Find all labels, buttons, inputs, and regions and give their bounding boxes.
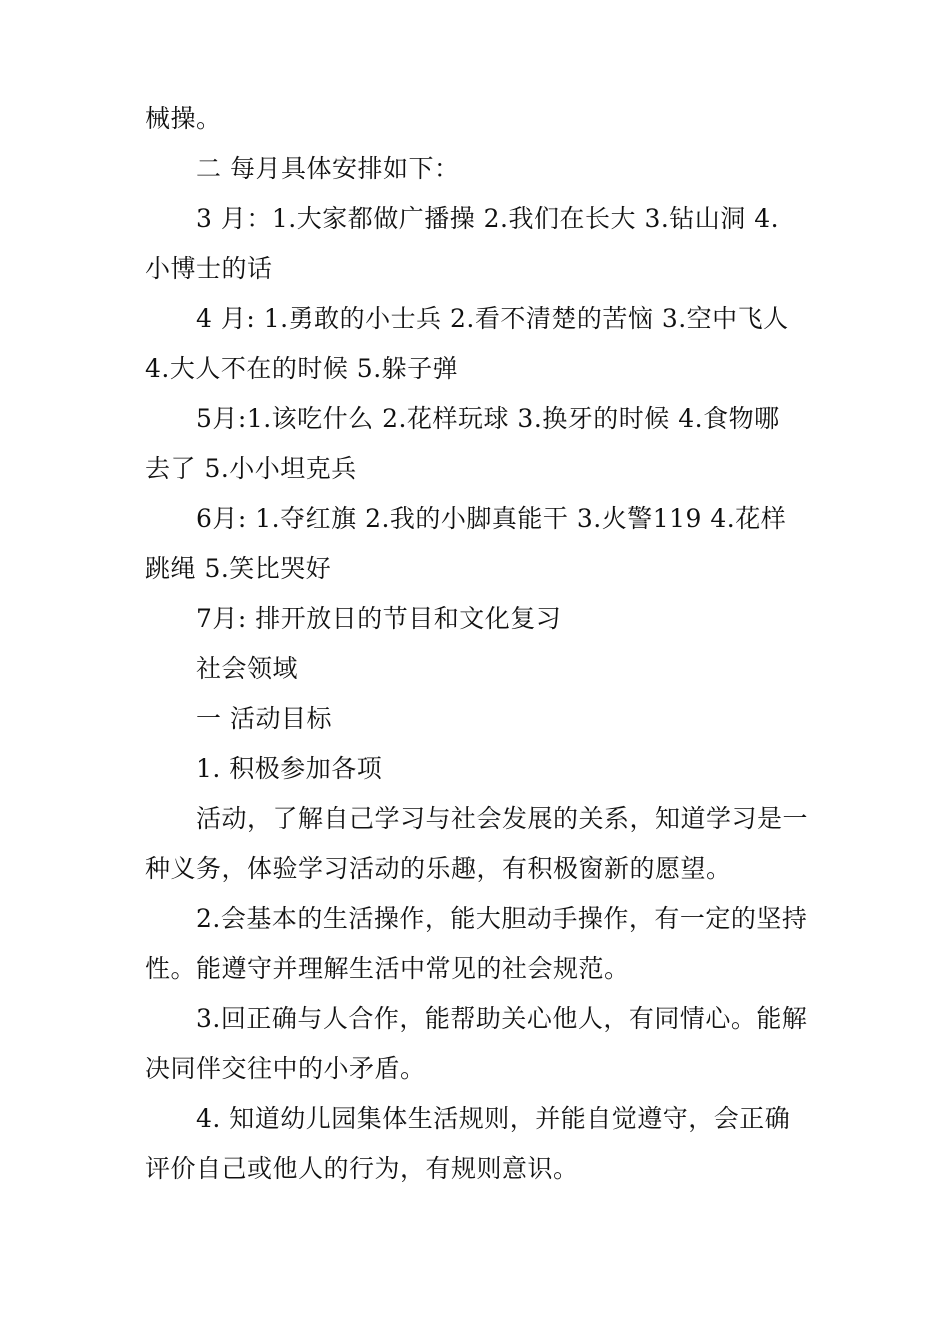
text-line: 5月:1.该吃什么 2.花样玩球 3.换牙的时候 4.食物哪 [196,404,780,433]
text-line: 4. 知道幼儿园集体生活规则，并能自觉遵守，会正确 [196,1104,791,1133]
section-heading: 社会领域 [196,654,299,683]
text-line: 7月: 排开放日的节目和文化复习 [196,604,562,633]
text-line: 评价自己或他人的行为，有规则意识。 [145,1154,579,1183]
text-line: 1. 积极参加各项 [196,754,383,783]
text-line: 决同伴交往中的小矛盾。 [145,1054,426,1083]
text-line: 去了 5.小小坦克兵 [145,454,357,483]
text-line: 械操。 [145,104,222,133]
section-heading: 二 每月具体安排如下： [196,154,460,183]
text-line: 小博士的话 [145,254,273,283]
text-line: 3 月：1.大家都做广播操 2.我们在长大 3.钻山洞 4. [196,204,780,233]
text-line: 种义务，体验学习活动的乐趣，有积极窗新的愿望。 [145,854,732,883]
section-heading: 一 活动目标 [196,704,332,733]
text-line: 2.会基本的生活操作，能大胆动手操作，有一定的坚持 [196,904,808,933]
text-line: 跳绳 5.笑比哭好 [145,554,332,583]
text-line: 性。能遵守并理解生活中常见的社会规范。 [145,954,630,983]
text-line: 活动，了解自己学习与社会发展的关系，知道学习是一 [196,804,809,833]
text-line: 4 月: 1.勇敢的小士兵 2.看不清楚的苦恼 3.空中飞人 [196,304,789,333]
text-line: 3.回正确与人合作，能帮助关心他人，有同情心。能解 [196,1004,808,1033]
text-line: 4.大人不在的时候 5.躲子弹 [145,354,459,383]
text-line: 6月: 1.夺红旗 2.我的小脚真能干 3.火警119 4.花样 [196,504,787,533]
